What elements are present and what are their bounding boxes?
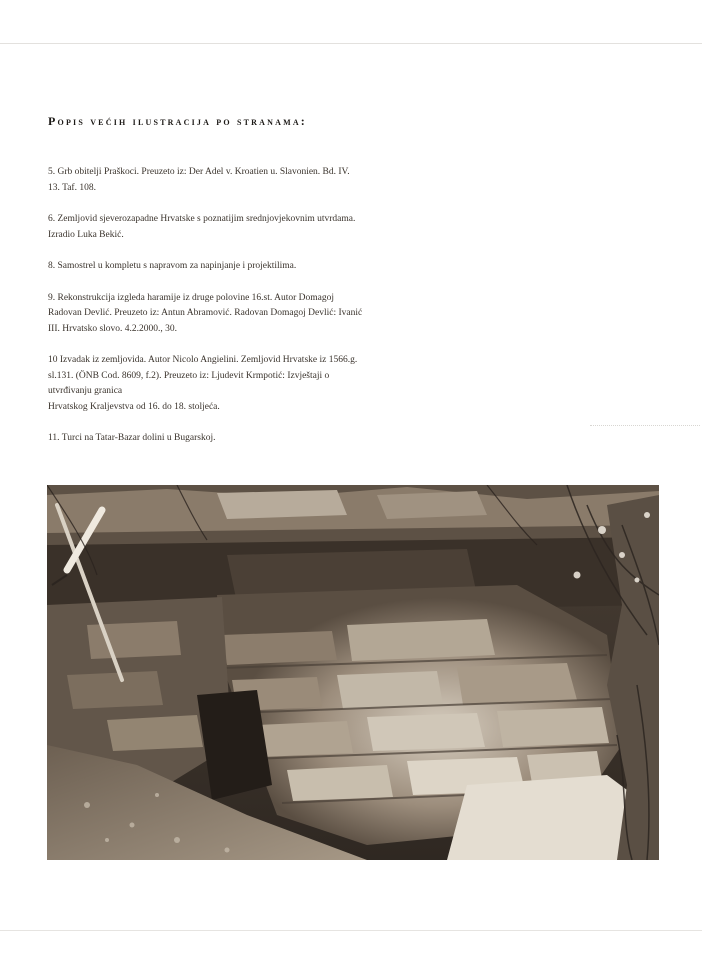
bottom-rule <box>0 930 702 931</box>
dotted-mark <box>590 425 700 426</box>
list-item <box>48 212 393 243</box>
page-heading: Popis većih ilustracija po stranama: <box>48 114 307 128</box>
list-item-line: 10 Izvadak iz zemljovida. Autor Nicolo Angielini. Zemljovid Hrvatske iz 1566.g. <box>48 355 358 365</box>
list-item-line: III. Hrvatsko slovo. 4.2.2000., 30. <box>48 323 178 334</box>
list-item <box>48 291 393 338</box>
list-item-line: sl.131. (ÖNB Cod. 8609, f.2). Preuzeto iz: Ljudevit Krmpotić: Izvještaji o <box>48 370 330 381</box>
list-item-line: 8. Samostrel u kompletu s napravom za napinjanje i projektilima. <box>48 261 297 271</box>
list-item <box>48 431 393 447</box>
list-item-line: 9. Rekonstrukcija izgleda haramije iz druge polovine 16.st. Autor Domagoj <box>48 292 334 303</box>
list-item <box>48 165 393 196</box>
list-item-line: Hrvatskog Kraljevstva od 16. do 18. stoljeća. <box>48 401 220 412</box>
top-rule <box>0 43 702 44</box>
list-item-line: utvrđivanju granica <box>48 386 123 396</box>
list-item-line: 5. Grb obitelji Praškoci. Preuzeto iz: Der Adel v. Kroatien u. Slavonien. Bd. IV. <box>48 167 350 177</box>
list-item-line: 6. Zemljovid sjeverozapadne Hrvatske s poznatijim srednjovjekovnim utvrdama. <box>48 214 356 224</box>
list-item <box>48 353 393 415</box>
list-item-line: 13. Taf. 108. <box>48 182 96 193</box>
illustration-list <box>48 165 393 463</box>
list-item-line: Radovan Devlić. Preuzeto iz: Antun Abramović. Radovan Domagoj Devlić: Ivanić <box>48 308 363 318</box>
list-item <box>48 259 393 275</box>
list-item-line: Izradio Luka Bekić. <box>48 229 124 240</box>
stone-wall-ruin-photo <box>47 485 659 860</box>
list-item-line: 11. Turci na Tatar-Bazar dolini u Bugarskoj. <box>48 433 216 443</box>
